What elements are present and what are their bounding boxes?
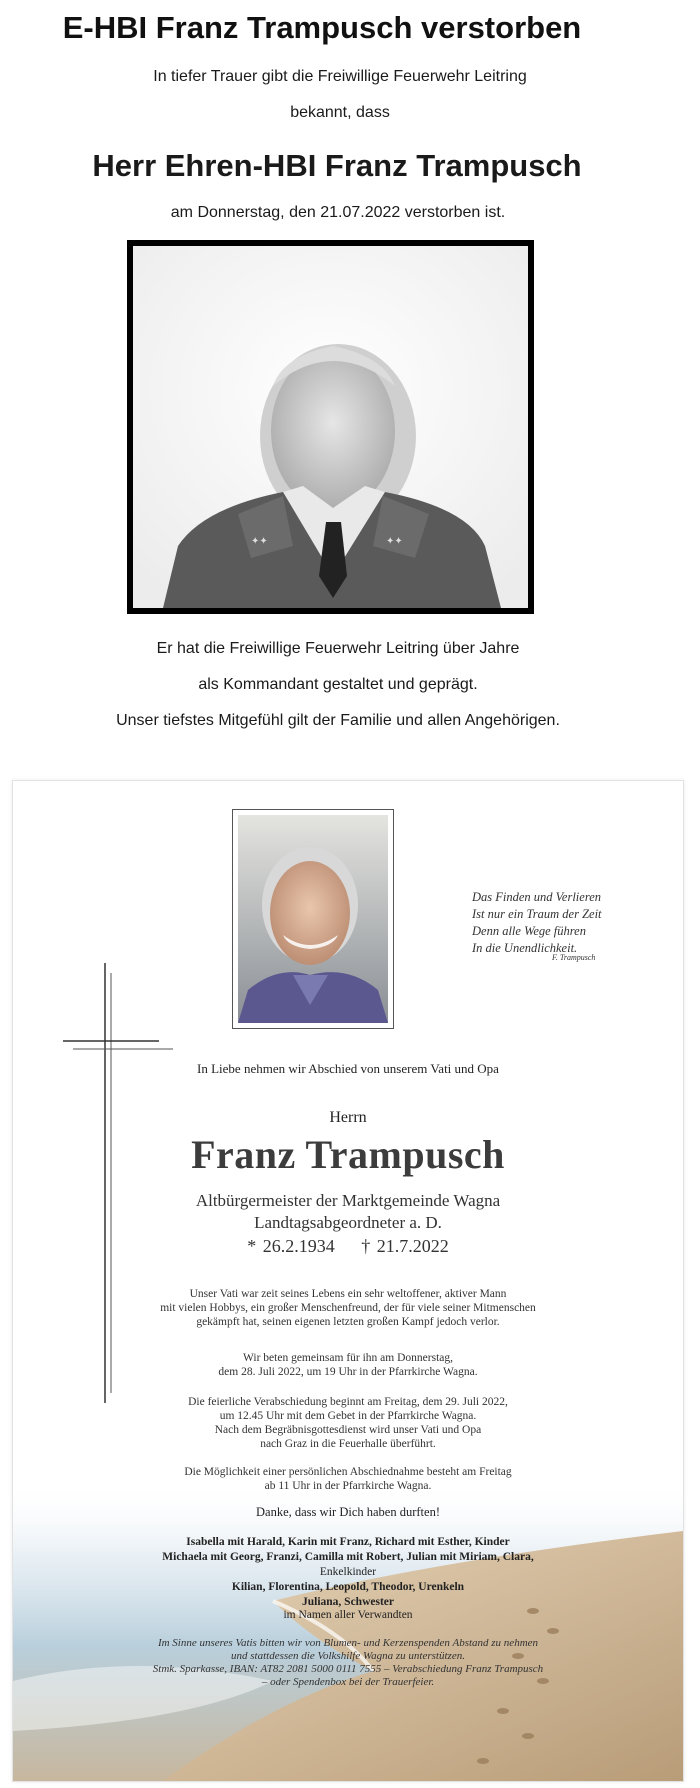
all-relatives: im Namen aller Verwandten: [283, 1609, 413, 1621]
poem-line: Ist nur ein Traum der Zeit: [472, 907, 602, 921]
obituary-card: [12, 780, 684, 1782]
family-line: Michaela mit Georg, Franzi, Camilla mit Robert, Julian mit Miriam, Clara,: [162, 1551, 534, 1563]
life-dates: [13, 1236, 683, 1257]
svg-text:✦✦: ✦✦: [251, 536, 268, 547]
note-line: und stattdessen die Volkshilfe Wagna zu unterstützen.: [231, 1650, 465, 1662]
text-line: Nach dem Begräbnisgottesdienst wird unser Vati und Opa: [214, 1424, 482, 1436]
salutation: Herrn: [329, 1109, 367, 1126]
poem-line: In die Unendlichkeit.: [472, 941, 578, 955]
memorial-photo: [127, 240, 534, 614]
tribute-line-1: Er hat die Freiwillige Feuerwehr Leitring über Jahre: [156, 640, 520, 657]
poem-line: Das Finden und Verlieren: [472, 890, 602, 904]
portrait-frame: [232, 809, 394, 1029]
beach-background: [13, 1481, 683, 1781]
cross-icon: [63, 963, 183, 1403]
text-line: mit vielen Hobbys, ein großer Menschenfreund, der für viele seiner Mitmenschen: [160, 1302, 536, 1314]
family-list: [13, 1535, 683, 1610]
paragraph-viewing: [13, 1465, 683, 1493]
text-line: Die Möglichkeit einer persönlichen Abschiednahme besteht am Freitag: [184, 1466, 512, 1478]
full-name: Franz Trampusch: [191, 1132, 505, 1177]
role-2: Landtagsabgeordneter a. D.: [254, 1213, 442, 1232]
family-line: Kilian, Florentina, Leopold, Theodor, Urenkeln: [231, 1581, 465, 1593]
tribute-line-3: Unser tiefstes Mitgefühl gilt der Familie und allen Angehörigen.: [116, 712, 560, 729]
paragraph-farewell: [13, 1395, 683, 1451]
text-line: Wir beten gemeinsam für ihn am Donnerstag,: [243, 1352, 453, 1364]
text-line: Die feierliche Verabschiedung beginnt am Freitag, dem 29. Juli 2022,: [188, 1396, 508, 1408]
family-line: Enkelkinder: [319, 1566, 377, 1578]
birth-date: * 26.2.1934: [247, 1236, 335, 1256]
headline: E-HBI Franz Trampusch verstorben: [62, 10, 582, 45]
role-1: Altbürgermeister der Marktgemeinde Wagna: [195, 1191, 501, 1210]
death-date: † 21.7.2022: [361, 1236, 449, 1256]
poem-author: F. Trampusch: [552, 953, 596, 962]
paragraph-life: [13, 1287, 683, 1329]
text-line: nach Graz in die Feuerhalle überführt.: [260, 1438, 436, 1450]
text-line: um 12.45 Uhr mit dem Gebet in der Pfarrkirche Wagna.: [219, 1410, 477, 1422]
svg-text:✦✦: ✦✦: [386, 536, 403, 547]
note-line: – oder Spendenbox bei der Trauerfeier.: [261, 1676, 435, 1688]
name-heading: Herr Ehren-HBI Franz Trampusch: [92, 148, 582, 183]
tribute-line-2: als Kommandant gestaltet und geprägt.: [198, 676, 478, 693]
text-line: gekämpft hat, seinen eigenen letzten großen Kampf jedoch verlor.: [196, 1316, 500, 1328]
donation-note: [13, 1637, 683, 1689]
death-line: am Donnerstag, den 21.07.2022 verstorben ist.: [170, 204, 506, 221]
card-intro: In Liebe nehmen wir Abschied von unserem Vati und Opa: [197, 1061, 499, 1076]
poem-line: Denn alle Wege führen: [472, 924, 586, 938]
family-line: Juliana, Schwester: [302, 1596, 394, 1608]
note-line: Im Sinne unseres Vatis bitten wir von Blumen- und Kerzenspenden Abstand zu nehmen: [157, 1637, 539, 1649]
text-line: ab 11 Uhr in der Pfarrkirche Wagna.: [264, 1480, 432, 1492]
text-line: dem 28. Juli 2022, um 19 Uhr in der Pfarrkirche Wagna.: [218, 1366, 478, 1378]
text-line: Unser Vati war zeit seines Lebens ein sehr weltoffener, aktiver Mann: [189, 1288, 507, 1300]
intro-line-2: bekannt, dass: [290, 104, 390, 121]
family-line: Isabella mit Harald, Karin mit Franz, Richard mit Esther, Kinder: [186, 1536, 510, 1548]
note-line: Stmk. Sparkasse, IBAN: AT82 2081 5000 0111 7555 – Verabschiedung Franz Trampusch: [152, 1663, 544, 1675]
thanks: Danke, dass wir Dich haben durften!: [256, 1505, 440, 1519]
paragraph-prayer: [13, 1351, 683, 1379]
poem: [472, 889, 602, 957]
intro-line-1: In tiefer Trauer gibt die Freiwillige Feuerwehr Leitring: [153, 68, 527, 85]
